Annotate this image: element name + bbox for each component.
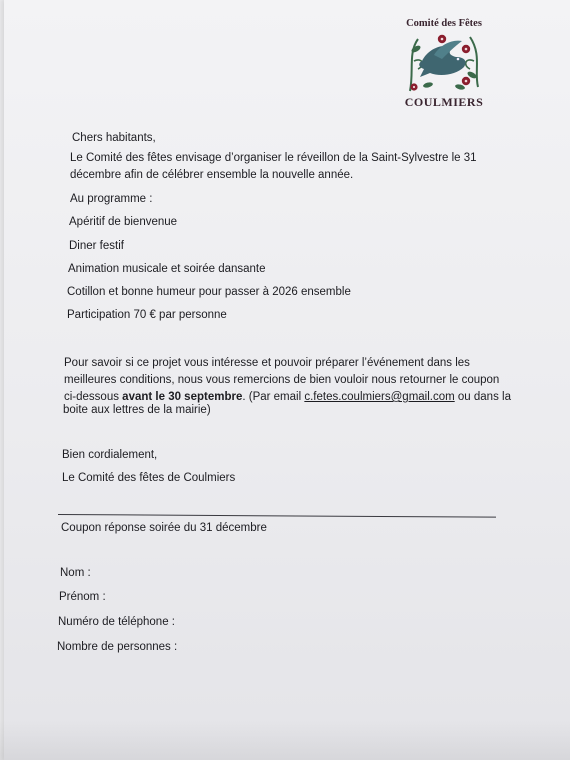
telephone-field-label: Numéro de téléphone :	[58, 616, 175, 628]
personnes-field-label: Nombre de personnes :	[57, 641, 178, 653]
comite-logo	[398, 18, 490, 110]
programme-item: Apéritif de bienvenue	[69, 216, 178, 228]
greeting: Chers habitants,	[72, 132, 156, 144]
deadline: avant le 30 septembre	[122, 391, 243, 403]
request-line-3-end: ou dans la	[454, 391, 511, 403]
intro-line-2: décembre afin de célébrer ensemble la nouvelle année.	[70, 169, 354, 181]
programme-item: Animation musicale et soirée dansante	[68, 263, 266, 275]
coupon-title: Coupon réponse soirée du 31 décembre	[61, 522, 267, 534]
bottom-shadow	[0, 720, 570, 760]
dove-emblem-icon	[404, 31, 484, 95]
programme-item: Cotillon et bonne humeur pour passer à 2026 ensemble	[67, 286, 351, 298]
signature: Le Comité des fêtes de Coulmiers	[62, 472, 236, 484]
logo-top-text: Comité des Fêtes	[406, 18, 482, 29]
request-line-4: boite aux lettres de la mairie)	[63, 404, 211, 416]
request-line-3-start: ci-dessous	[64, 391, 123, 403]
email-address: c.fetes.coulmiers@gmail.com	[304, 391, 455, 403]
logo-bottom-text: COULMIERS	[404, 95, 484, 109]
request-line-2: meilleures conditions, nous vous remercions de bien vouloir nous retourner le coupon	[64, 374, 500, 386]
programme-item: Diner festif	[69, 240, 124, 252]
request-line-3-middle: . (Par email	[242, 391, 305, 403]
closing: Bien cordialement,	[62, 449, 158, 461]
nom-field-label: Nom :	[60, 567, 91, 579]
prenom-field-label: Prénom :	[59, 591, 106, 603]
programme-heading: Au programme :	[70, 193, 153, 205]
programme-item-price: Participation 70 € par personne	[67, 309, 227, 321]
request-line-1: Pour savoir si ce projet vous intéresse et pouvoir préparer l’événement dans les	[64, 357, 470, 369]
intro-line-1: Le Comité des fêtes envisage d’organiser le réveillon de la Saint-Sylvestre le 31	[70, 152, 477, 164]
